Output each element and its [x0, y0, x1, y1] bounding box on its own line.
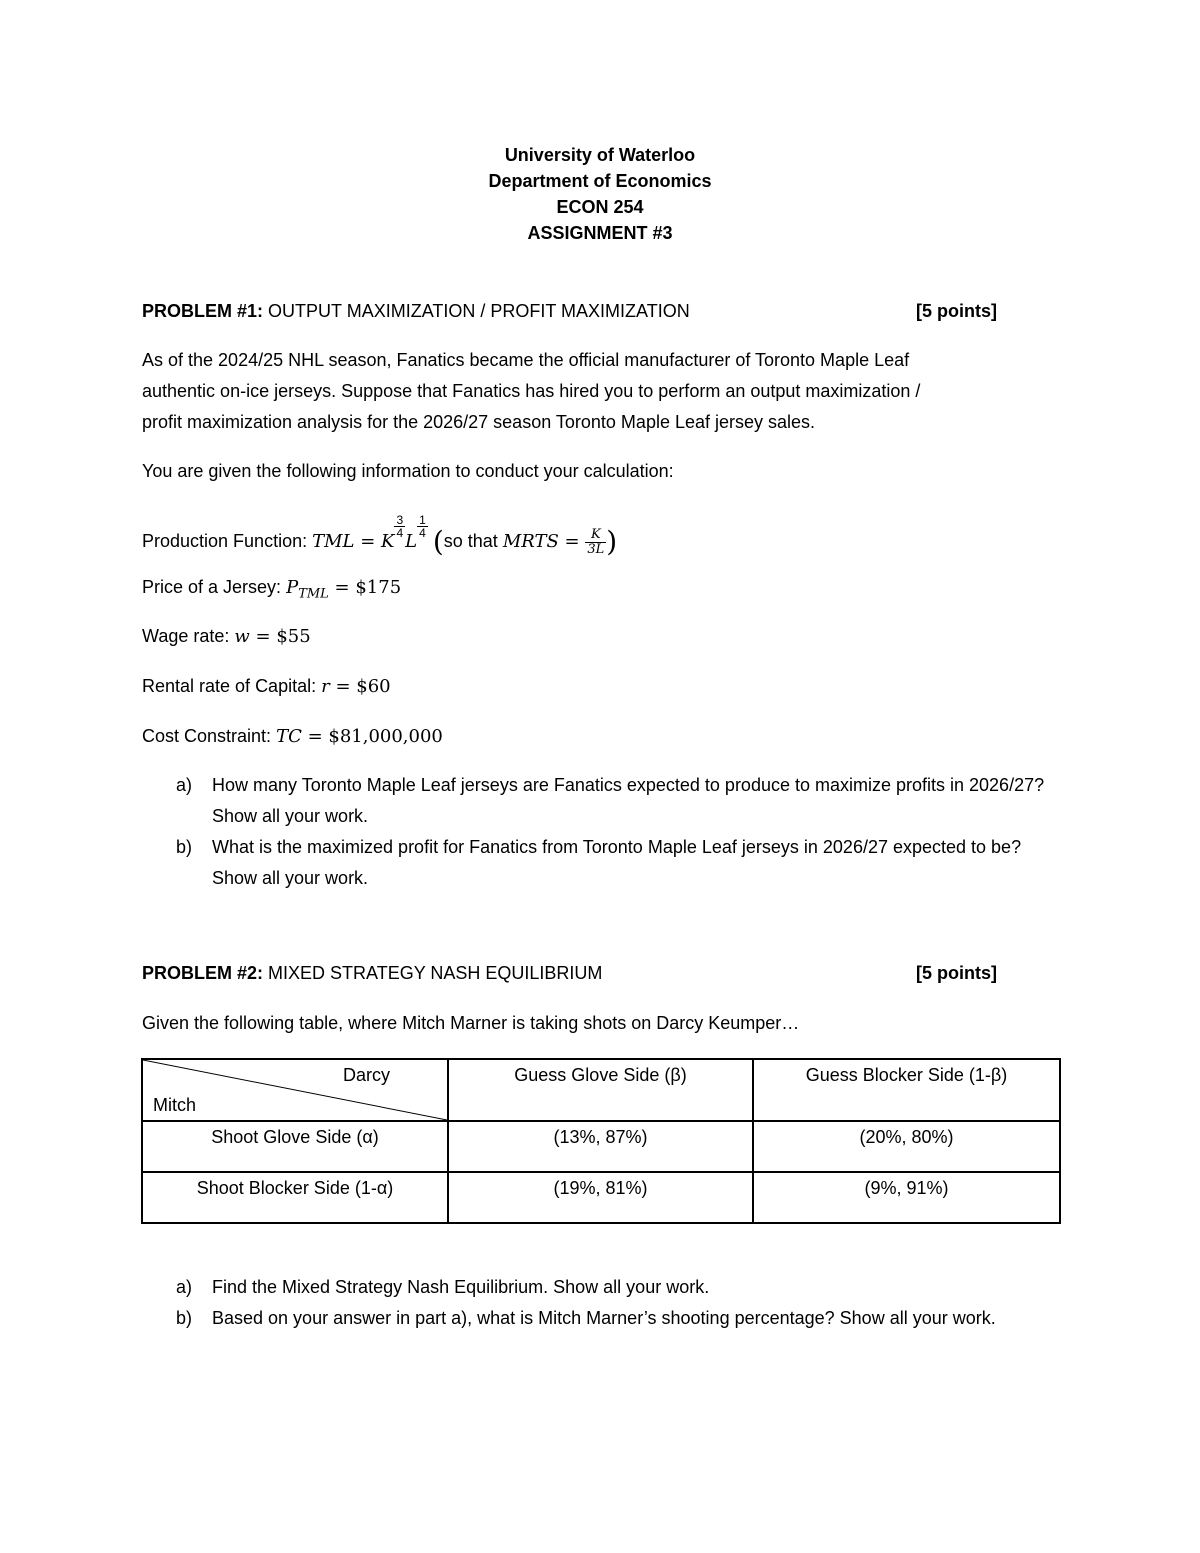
wage-line — [142, 621, 311, 652]
rental-var: r — [321, 676, 330, 697]
payoff-cell: (9%, 91%) — [864, 1178, 949, 1198]
corner-top-label: Darcy — [343, 1065, 391, 1085]
question-text: Based on your answer in part a), what is Mitch Marner’s shooting percentage? Show all your work. — [212, 1308, 996, 1328]
wage-value: = $55 — [249, 626, 311, 647]
problem1-title: OUTPUT MAXIMIZATION / PROFIT MAXIMIZATION — [263, 301, 690, 321]
table-cell — [448, 1121, 753, 1172]
mrts-fraction — [585, 528, 606, 557]
question-label: b) — [176, 837, 193, 857]
table-cell — [753, 1172, 1060, 1223]
problem2-question-a — [176, 1272, 1056, 1303]
price-var: P — [286, 577, 299, 598]
payoff-cell: (19%, 81%) — [553, 1178, 648, 1198]
l-exponent-num: 1 — [419, 513, 426, 527]
so-that-text: so that — [443, 531, 503, 551]
problem2-intro: Given the following table, where Mitch Marner is taking shots on Darcy Keumper… — [142, 1013, 800, 1033]
k-exponent — [394, 514, 405, 539]
k-exponent-num: 3 — [396, 513, 404, 527]
production-eq: = — [354, 531, 382, 552]
price-line — [142, 572, 401, 610]
problem2-title: MIXED STRATEGY NASH EQUILIBRIUM — [263, 963, 603, 983]
problem1-intro-line-3: profit maximization analysis for the 2026/27 season Toronto Maple Leaf jersey sales. — [142, 412, 816, 432]
question-label: a) — [176, 775, 193, 795]
corner-bottom-label: Mitch — [153, 1095, 197, 1115]
table-header-row — [142, 1059, 1060, 1121]
assignment-title: ASSIGNMENT #3 — [527, 223, 673, 243]
problem1-heading — [142, 296, 690, 326]
payoff-table — [141, 1058, 1061, 1224]
row-header-blocker: Shoot Blocker Side (1-α) — [196, 1178, 394, 1198]
question-label: a) — [176, 1277, 193, 1297]
cost-var: TC — [276, 726, 302, 747]
problem1-given: You are given the following information to conduct your calculation: — [142, 461, 674, 481]
production-label: Production Function: — [142, 531, 313, 551]
department-name: Department of Economics — [488, 171, 712, 191]
k-exponent-den: 4 — [396, 526, 404, 540]
cost-value: = $81,000,000 — [301, 726, 443, 747]
problem1-intro-line-1: As of the 2024/25 NHL season, Fanatics became the official manufacturer of Toronto Maple Leaf — [142, 350, 910, 370]
problem2-heading — [142, 958, 602, 988]
rental-line — [142, 671, 391, 702]
table-row — [142, 1121, 1060, 1172]
problem1-question-a — [176, 770, 1056, 832]
close-paren: ) — [606, 525, 618, 558]
problem2-question-b — [176, 1303, 1056, 1334]
price-label: Price of a Jersey: — [142, 577, 287, 597]
problem1-points: [5 points] — [916, 301, 997, 321]
question-label: b) — [176, 1308, 193, 1328]
question-text: What is the maximized profit for Fanatics from Toronto Maple Leaf jerseys in 2026/27 expected to be? Show all your work. — [212, 837, 1022, 888]
table-cell — [448, 1172, 753, 1223]
production-function: Production Function: TML = K $\frac{3}{4}$ L $\frac{1}{4}$ (so that MRTS = $\frac{K}{3L}$ ) — [142, 513, 618, 558]
problem2-points: [5 points] — [916, 963, 997, 983]
rental-value: = $60 — [329, 676, 391, 697]
course-code: ECON 254 — [556, 197, 644, 217]
table-row — [142, 1172, 1060, 1223]
mrts-label: MRTS — [502, 531, 559, 552]
rental-label: Rental rate of Capital: — [142, 676, 322, 696]
l-exponent-den: 4 — [419, 526, 426, 540]
table-cell — [753, 1121, 1060, 1172]
cost-line — [142, 721, 443, 752]
cost-label: Cost Constraint: — [142, 726, 277, 746]
question-text: Find the Mixed Strategy Nash Equilibrium. Show all your work. — [212, 1277, 710, 1297]
price-sub: TML — [298, 586, 329, 602]
payoff-cell: (13%, 87%) — [553, 1127, 648, 1147]
production-l: L — [405, 531, 418, 552]
problem1-question-b — [176, 832, 1056, 894]
question-text: How many Toronto Maple Leaf jerseys are Fanatics expected to produce to maximize profits in 2026/27? Show all your work. — [212, 775, 1045, 826]
column-header-glove: Guess Glove Side (β) — [514, 1065, 687, 1085]
row-header — [142, 1172, 448, 1223]
problem1-label: PROBLEM #1: — [142, 301, 264, 321]
wage-var: w — [234, 626, 250, 647]
row-header-glove: Shoot Glove Side (α) — [211, 1127, 379, 1147]
price-value: = $175 — [328, 577, 402, 598]
wage-label: Wage rate: — [142, 626, 235, 646]
university-name: University of Waterloo — [504, 145, 696, 165]
document-header — [0, 142, 1200, 246]
column-header — [753, 1059, 1060, 1121]
mrts-num: K — [585, 528, 606, 543]
production-k: K — [381, 531, 395, 552]
production-lhs: TML — [312, 531, 355, 552]
corner-cell — [142, 1059, 448, 1121]
column-header-blocker: Guess Blocker Side (1-β) — [805, 1065, 1008, 1085]
row-header — [142, 1121, 448, 1172]
problem2-label: PROBLEM #2: — [142, 963, 264, 983]
problem1-intro-line-2: authentic on-ice jerseys. Suppose that Fanatics has hired you to perform an output maximization / — [142, 381, 921, 401]
column-header — [448, 1059, 753, 1121]
mrts-den: 3L — [587, 541, 605, 557]
open-paren: ( — [432, 525, 444, 558]
l-exponent — [417, 514, 428, 539]
payoff-cell: (20%, 80%) — [859, 1127, 954, 1147]
